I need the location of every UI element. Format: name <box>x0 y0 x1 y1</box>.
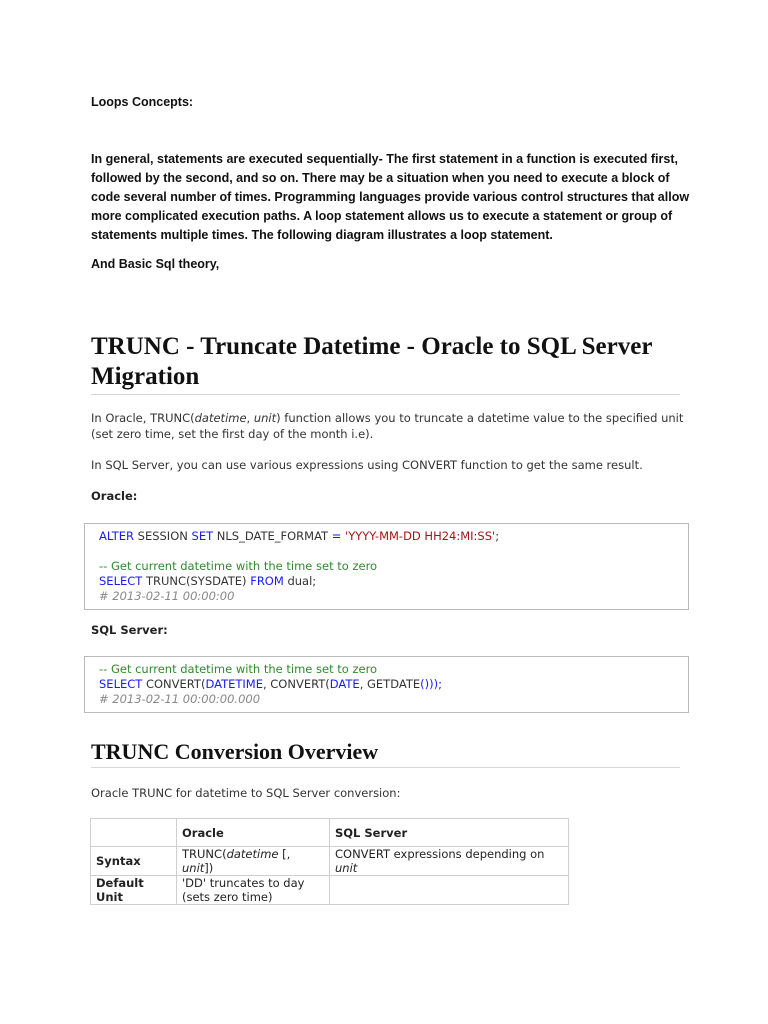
row-label: Default Unit <box>91 876 177 905</box>
table-row <box>91 847 569 876</box>
oracle-description: In Oracle, TRUNC(datetime, unit) function allows you to truncate a datetime value to the specified unit (set zero time, set the first day of the month i.e). <box>91 411 684 441</box>
table-cell: 'DD' truncates to day (sets zero time) <box>177 876 330 905</box>
table-cell: TRUNC(datetime [, unit]) <box>177 847 330 876</box>
loops-heading: Loops Concepts: <box>91 95 194 109</box>
table-row <box>91 876 569 905</box>
table-cell: CONVERT expressions depending on unit <box>330 847 569 876</box>
table-header-row <box>91 819 569 847</box>
page-title: TRUNC - Truncate Datetime - Oracle to SQL Server Migration <box>91 332 680 395</box>
sqlserver-code-block: -- Get current datetime with the time set to zero SELECT CONVERT(DATETIME, CONVERT(DATE, GETDATE())); # 2013-02-11 00:00:00.000 <box>84 656 689 713</box>
code-result: # 2013-02-11 00:00:00.000 <box>99 692 261 706</box>
code-result: # 2013-02-11 00:00:00 <box>99 589 235 603</box>
table-cell <box>330 876 569 905</box>
table-header-cell <box>91 819 177 847</box>
intro-paragraph: In general, statements are executed sequentially- The first statement in a function is executed first, followed by the second, and so on. There may be a situation when you need to execute a block of code several number of times. Programming languages provide various control structures that allow more complicated execution paths. A loop statement allows us to execute a statement or group of statements multiple times. The following diagram illustrates a loop statement. <box>91 152 690 242</box>
table-header-cell: Oracle <box>177 819 330 847</box>
oracle-label: Oracle: <box>91 489 138 503</box>
overview-description: Oracle TRUNC for datetime to SQL Server conversion: <box>91 786 401 800</box>
oracle-code-block: ALTER SESSION SET NLS_DATE_FORMAT = 'YYYY-MM-DD HH24:MI:SS'; -- Get current datetime with the time set to zero SELECT TRUNC(SYSDATE) FROM dual; # 2013-02-11 00:00:00 <box>84 523 689 610</box>
table-header-cell: SQL Server <box>330 819 569 847</box>
code-comment: -- Get current datetime with the time set to zero <box>99 559 378 573</box>
overview-title: TRUNC Conversion Overview <box>91 738 680 768</box>
sqlserver-label: SQL Server: <box>91 623 168 637</box>
row-label: Syntax <box>91 847 177 876</box>
basic-sql-line: And Basic Sql theory, <box>91 257 220 271</box>
sqlserver-description: In SQL Server, you can use various expressions using CONVERT function to get the same result. <box>91 458 643 472</box>
code-comment: -- Get current datetime with the time set to zero <box>99 662 378 676</box>
conversion-table <box>90 818 569 905</box>
